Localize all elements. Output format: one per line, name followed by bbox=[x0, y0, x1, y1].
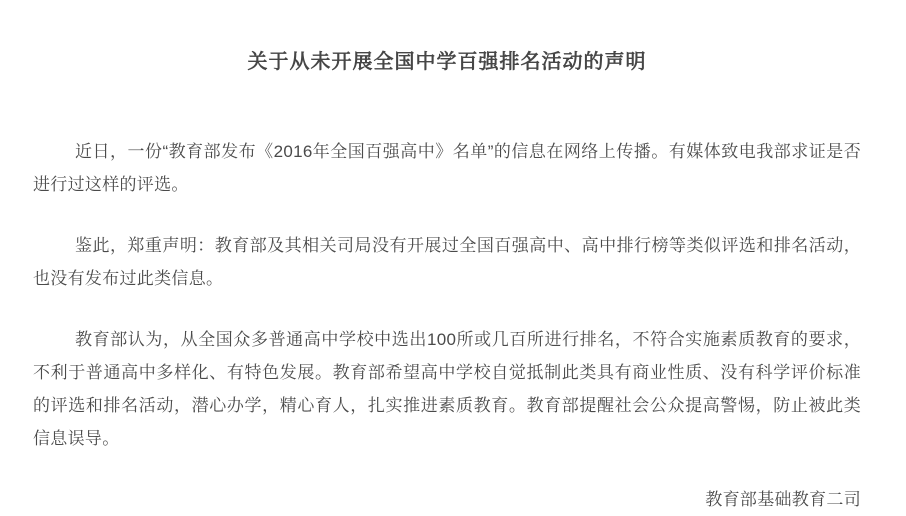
statement-paragraph-1: 近日，一份“教育部发布《2016年全国百强高中》名单”的信息在网络上传播。有媒体致电我部求证是否进行过这样的评选。 bbox=[33, 142, 861, 194]
page-title: 关于从未开展全国中学百强排名活动的声明 bbox=[247, 51, 647, 73]
signature: 教育部基础教育二司 bbox=[705, 490, 861, 509]
statement-paragraph-3: 教育部认为，从全国众多普通高中学校中选出100所或几百所进行排名，不符合实施素质教育的要求，不利于普通高中多样化、有特色发展。教育部希望高中学校自觉抵制此类具有商业性质、没有科学评价标准的评选和排名活动，潜心办学，精心育人，扎实推进素质教育。教育部提醒社会公众提高警惕，防止被此类信息误导。 bbox=[33, 330, 861, 448]
statement-paragraph-2: 鉴此，郑重声明：教育部及其相关司局没有开展过全国百强高中、高中排行榜等类似评选和排名活动，也没有发布过此类信息。 bbox=[33, 236, 861, 288]
